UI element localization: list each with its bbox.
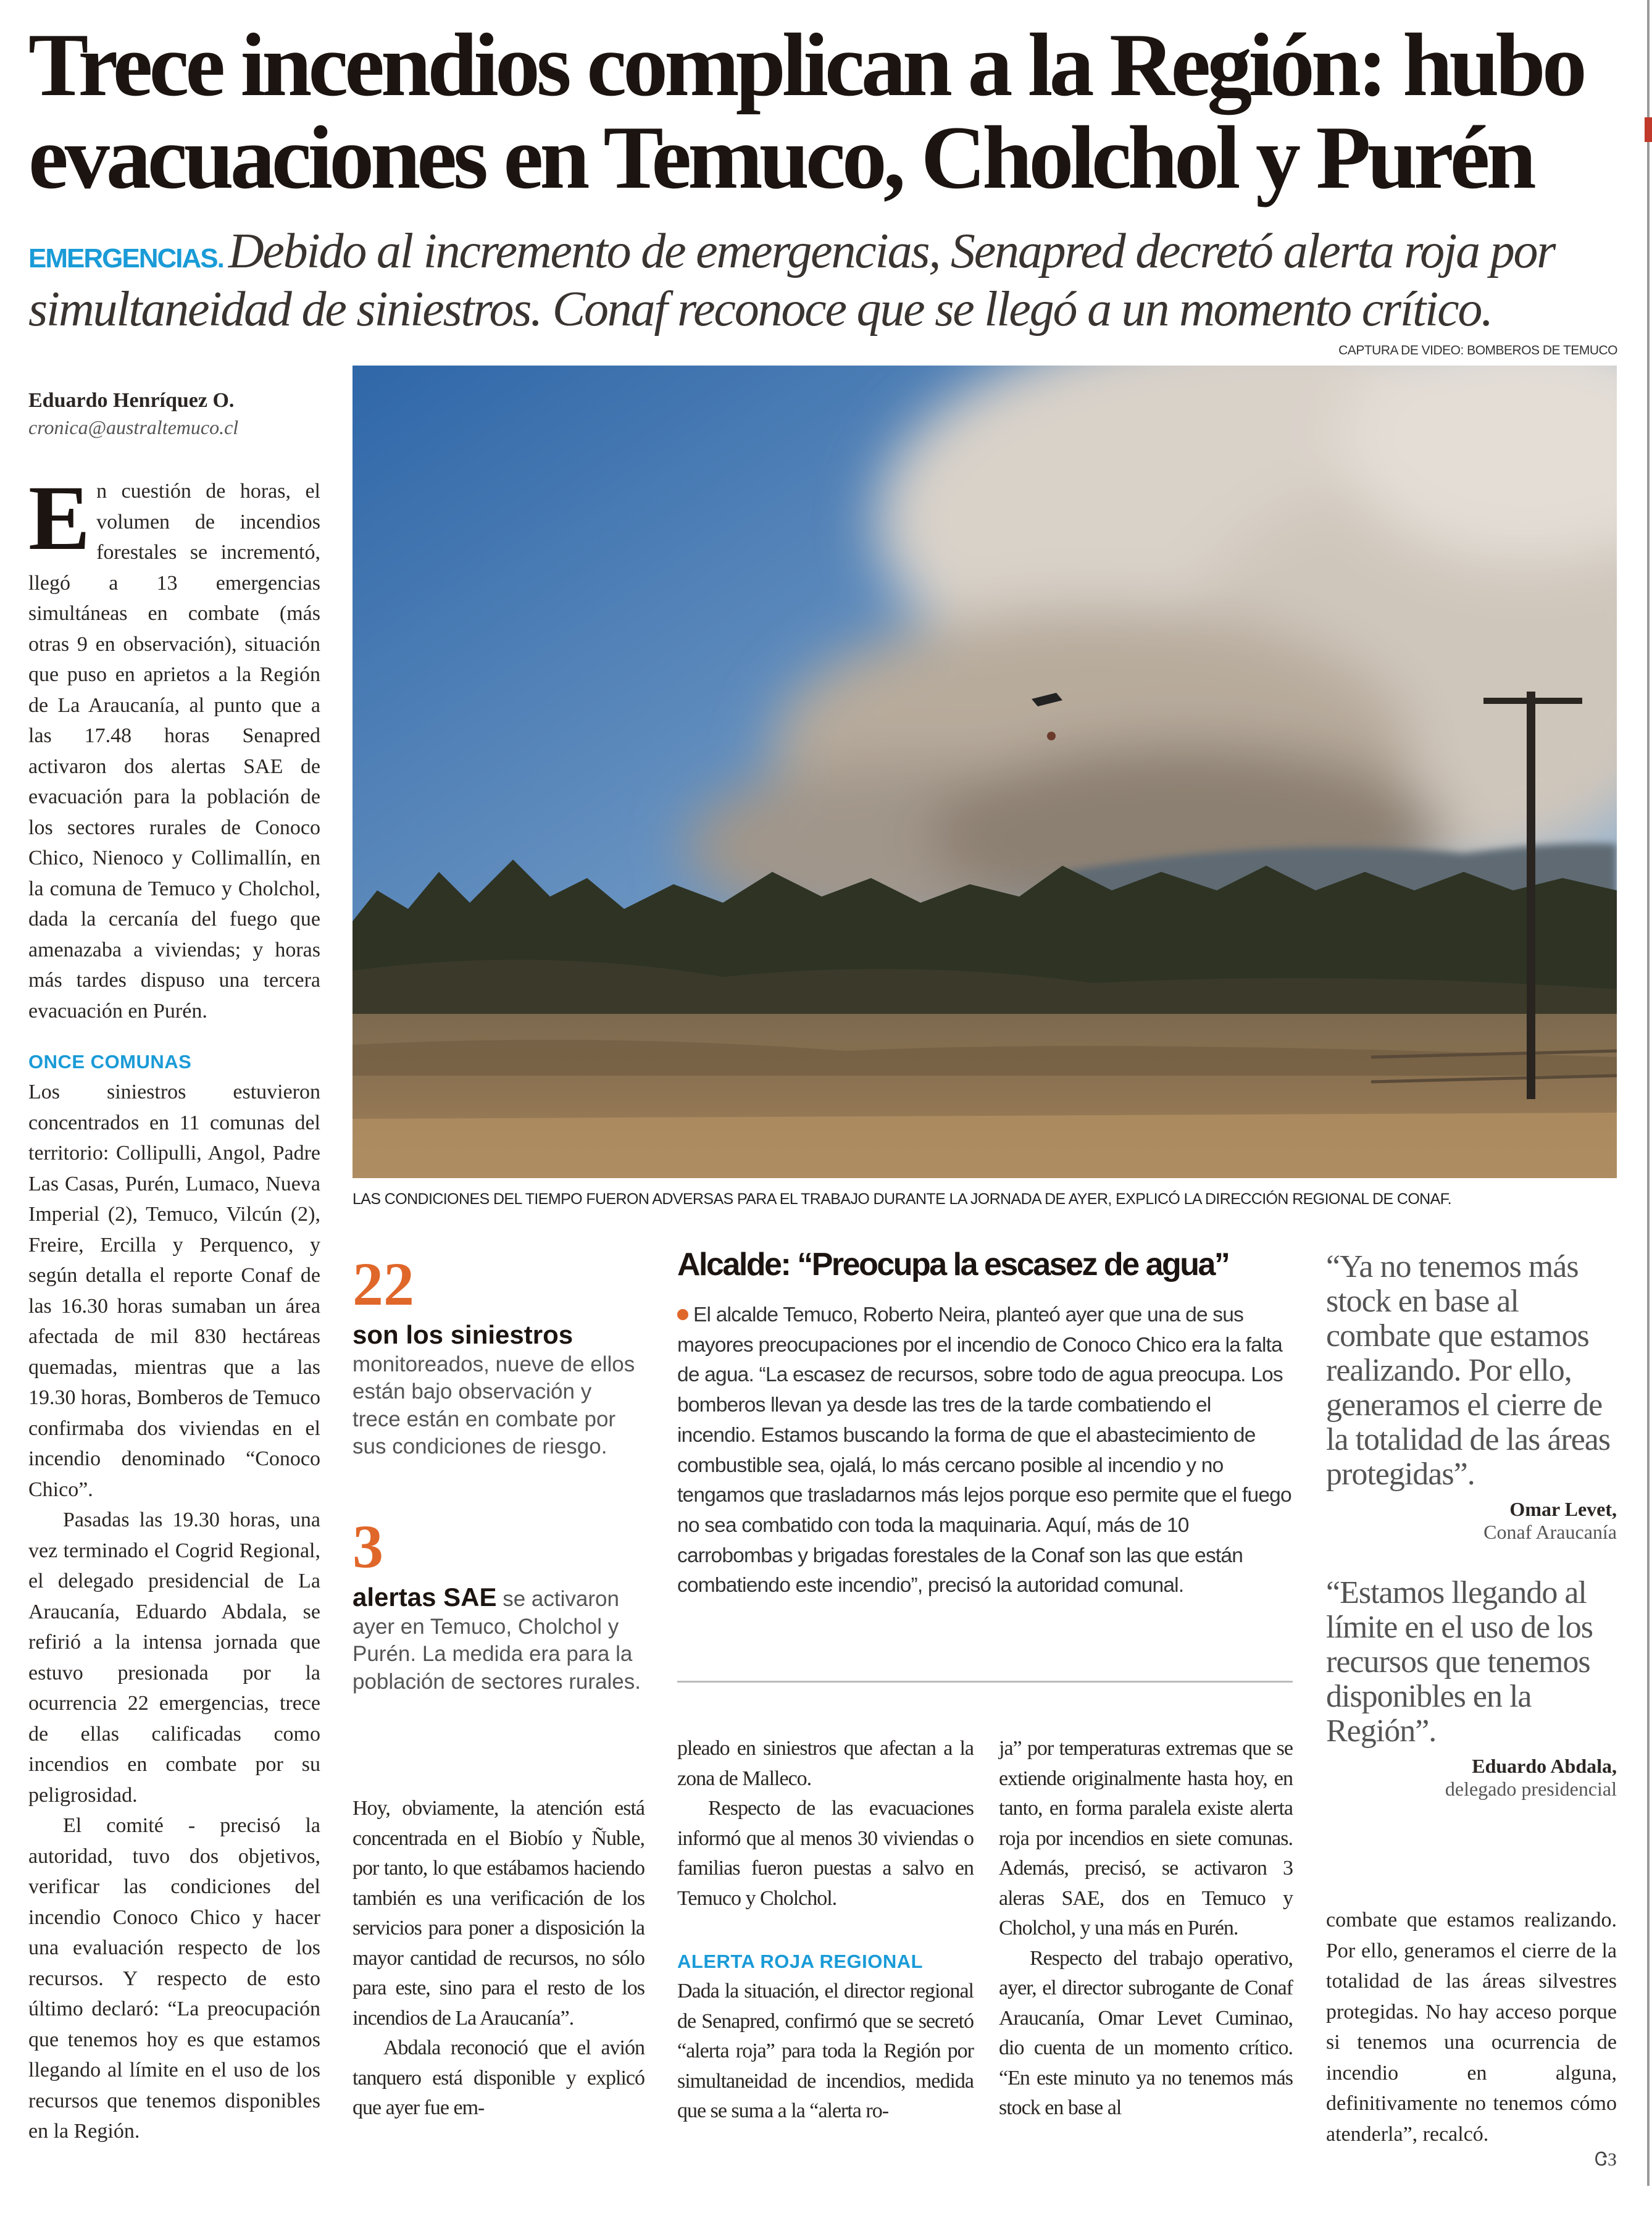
column-4	[999, 1734, 1293, 2123]
headline-line-2: evacuaciones en Temuco, Cholchol y Purén	[28, 107, 1533, 207]
body-paragraph: Los siniestros estuvieron concentrados en 11 comunas del territorio: Collipulli, Angol, Padre Las Casas, Purén, Lumaco, Nueva Imperial (2), Temuco, Vilcún (2), Freire, Ercilla y Perquenco, y según detalla el reporte Conaf de las 16.30 horas sumaban un área afectada de mil 830 hectáreas quemadas, mientras que a las 19.30 horas, Bomberos de Temuco confirmaba dos viviendas en el incendio denominado “Conoco Chico”.	[28, 1081, 320, 1501]
headline	[28, 15, 1646, 207]
end-mark-icon: ᏣЗ	[1595, 2149, 1617, 2170]
quote-role: Conaf Araucanía	[1483, 1521, 1617, 1543]
body-paragraph: El comité - precisó la autoridad, tuvo dos objetivos, verificar las condiciones del incendio Conoco Chico y hacer una evaluación respecto de los recursos. Y respecto de esto último declaró: “La preocupación que tenemos hoy es que estamos llegando al límite en el uso de los recursos que tenemos disponibles en la Región.	[28, 1814, 320, 2143]
subhead-once-comunas: ONCE COMUNAS	[28, 1051, 192, 1073]
deck	[28, 226, 1633, 335]
sidebar-title: Alcalde: “Preocupa la escasez de agua”	[677, 1247, 1229, 1282]
stat-box-alertas	[353, 1512, 643, 1696]
headline-line-1: Trece incendios complican a la Región: hubo	[28, 15, 1583, 115]
photo-credit: CAPTURA DE VIDEO: BOMBEROS DE TEMUCO	[1338, 343, 1617, 358]
deck-text: Debido al incremento de emergencias, Senapred decretó alerta roja por simultaneidad de siniestros. Conaf reconoce que se llegó a un momento crítico.	[28, 224, 1555, 337]
stat-description: se activaron ayer en Temuco, Cholchol y Purén. La medida era para la población de sectores rurales.	[353, 1587, 641, 1694]
page-edge-rule	[1647, 0, 1650, 2186]
body-paragraph: Respecto del trabajo operativo, ayer, el director subrogante de Conaf Araucanía, Omar Levet Cuminao, dio cuenta de un momento crítico. “En este minuto ya no tenemos más stock en base al	[999, 1946, 1293, 2119]
stat-box-siniestros	[353, 1250, 643, 1461]
pull-quotes	[1326, 1250, 1617, 1801]
byline-name: Eduardo Henríquez O.	[28, 389, 235, 412]
wildfire-photo	[353, 366, 1617, 1178]
pull-quote: “Estamos llegando al límite en el uso de los recursos que tenemos disponibles en la Región”.	[1326, 1575, 1593, 1749]
column-3	[677, 1734, 974, 2127]
body-paragraph: Dada la situación, el director regional de Senapred, confirmó que se secretó “alerta roja” para toda la Región por simultaneidad de incendios, medida que se suma a la “alerta ro-	[677, 1980, 974, 2122]
main-photo	[353, 366, 1617, 1178]
sidebar-body: El alcalde Temuco, Roberto Neira, planteó ayer que una de sus mayores preocupaciones por el incendio de Conoco Chico era la falta de agua. “La escasez de recursos, sobre todo de agua preocupa. Los bomberos llevan ya desde las tres de la tarde combatiendo el incendio. Estamos buscando la forma de que el abastecimiento de combustible sea, ojalá, lo más cercano posible al incendio y no tengamos que trasladarnos más lejos porque eso permite que el fuego no sea combatido con toda la maquinaria. Aquí, más de 10 carrobombas y brigadas forestales de la Conaf son las que están combatiendo este incendio”, precisó la autoridad comunal.	[677, 1303, 1291, 1597]
lead-paragraph: n cuestión de horas, el volumen de incendios forestales se incrementó, llegó a 13 emergencias simultáneas en combate (más otras 9 en observación), situación que puso en aprietos a la Región de La Araucanía, al punto que a las 17.48 horas Senapred activaron dos alertas SAE de evacuación para la población de los sectores rurales de Conoco Chico, Nienoco y Collimallín, en la comuna de Temuco y Cholchol, dada la cercanía del fuego que amenazaba a viviendas; y horas más tardes dispuso una tercera evacuación en Purén.	[28, 480, 320, 1023]
left-column	[28, 389, 320, 2147]
column-2	[353, 1794, 645, 2123]
stat-number: 3	[353, 1512, 383, 1581]
body-paragraph: Abdala reconoció que el avión tanquero está disponible y explicó que ayer fue em-	[353, 2036, 645, 2119]
sidebar-alcalde	[677, 1246, 1293, 1601]
byline-email[interactable]: cronica@australtemuco.cl	[28, 416, 239, 438]
stat-label: son los siniestros	[353, 1320, 574, 1349]
sidebar-divider	[677, 1681, 1293, 1683]
body-paragraph: ja” por temperaturas extremas que se extiende originalmente hasta hoy, en tanto, en forma paralela existe alerta roja por incendios en siete comunas. Además, precisó, se activaron 3 aleras SAE, dos en Temuco y Cholchol, y una más en Purén.	[999, 1737, 1293, 1939]
quote-author: Omar Levet,	[1509, 1498, 1617, 1520]
kicker: EMERGENCIAS.	[28, 243, 223, 274]
stat-description: monitoreados, nueve de ellos están bajo observación y trece están en combate por sus condiciones de riesgo.	[353, 1352, 635, 1458]
column-5	[1326, 1905, 1617, 2170]
body-paragraph: pleado en siniestros que afectan a la zona de Malleco.	[677, 1737, 974, 1790]
body-paragraph: Respecto de las evacuaciones informó que al menos 30 viviendas o familias fueron puestas a salvo en Temuco y Cholchol.	[677, 1797, 974, 1910]
body-paragraph: Hoy, obviamente, la atención está concentrada en el Biobío y Ñuble, por tanto, lo que estábamos haciendo también es una verificación de los servicios para poner a disposición la mayor cantidad de recursos, no sólo para este, sino para el resto de los incendios de La Araucanía”.	[353, 1797, 645, 2030]
stat-number: 22	[353, 1250, 414, 1318]
bullet-dot-icon	[677, 1309, 688, 1320]
body-paragraph: Pasadas las 19.30 horas, una vez terminado el Cogrid Regional, el delegado presidencial de La Araucanía, Eduardo Abdala, se refirió a la intensa jornada que estuvo presionada por la ocurrencia 22 emergencias, trece de ellas calificadas como incendios en combate por su peligrosidad.	[28, 1508, 320, 1807]
quote-author: Eduardo Abdala,	[1472, 1755, 1617, 1777]
photo-caption: LAS CONDICIONES DEL TIEMPO FUERON ADVERSAS PARA EL TRABAJO DURANTE LA JORNADA DE AYER, EXPLICÓ LA DIRECCIÓN REGIONAL DE CONAF.	[353, 1190, 1451, 1208]
subhead-alerta-roja: ALERTA ROJA REGIONAL	[677, 1951, 924, 1972]
pull-quote: “Ya no tenemos más stock en base al combate que estamos realizando. Por ello, generamos el cierre de la totalidad de las áreas protegidas”.	[1326, 1249, 1611, 1492]
body-paragraph: combate que estamos realizando. Por ello, generamos el cierre de la totalidad de las áreas silvestres protegidas. No hay acceso porque si tenemos una ocurrencia de incendio en alguna, definitivamente no tenemos cómo atenderla”, recalcó.	[1326, 1909, 1617, 2146]
stat-label: alertas SAE	[353, 1583, 497, 1612]
quote-role: delegado presidencial	[1445, 1778, 1617, 1800]
drop-cap: E	[28, 467, 91, 569]
